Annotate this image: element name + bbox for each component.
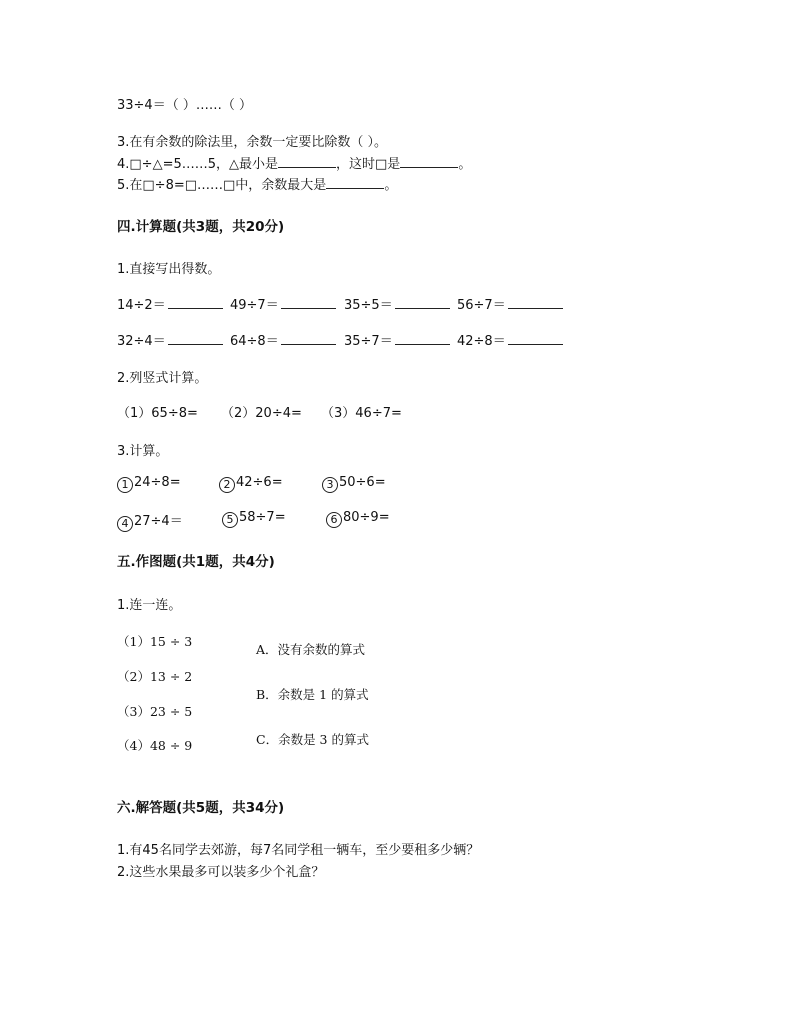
section-5-q1-title: 1.连一连。 — [117, 598, 182, 613]
vertical-calc-item: （3）46÷7= — [321, 406, 402, 421]
circled-number: 3 — [322, 477, 338, 493]
calc-item — [117, 475, 181, 493]
answer-blank[interactable] — [326, 176, 384, 189]
answer-blank[interactable] — [395, 296, 450, 309]
calc-item — [117, 294, 223, 313]
calc-item — [457, 294, 563, 313]
question-4-text-b: ，这时□是 — [336, 157, 401, 172]
calc-expr: 50÷6= — [339, 475, 386, 490]
calc-expr: 42÷6= — [236, 475, 283, 490]
calc-expr: 49÷7＝ — [230, 298, 279, 313]
answer-blank[interactable] — [168, 296, 223, 309]
question-4-text-c: 。 — [458, 157, 472, 172]
match-right-item[interactable]: C．余数是 3 的算式 — [256, 732, 369, 747]
answer-blank[interactable] — [278, 155, 336, 168]
vertical-calc-item: （1）65÷8= — [117, 406, 198, 421]
section-6-title: 六.解答题(共5题，共34分) — [117, 800, 285, 816]
answer-blank[interactable] — [508, 332, 563, 345]
calc-item — [344, 294, 450, 313]
answer-blank[interactable] — [281, 296, 336, 309]
answer-blank[interactable] — [508, 296, 563, 309]
match-right-item[interactable]: A．没有余数的算式 — [256, 642, 366, 657]
calc-item — [344, 330, 450, 349]
calc-expr: 24÷8= — [134, 475, 181, 490]
section-4-q2-title: 2.列竖式计算。 — [117, 371, 208, 386]
calc-item — [117, 510, 183, 532]
calc-item — [322, 475, 386, 493]
match-right-item[interactable]: B．余数是 1 的算式 — [256, 687, 369, 702]
match-left-item[interactable]: （4）48 ÷ 9 — [117, 738, 193, 753]
calc-item — [117, 330, 223, 349]
circled-number: 4 — [117, 516, 133, 532]
circled-number: 1 — [117, 477, 133, 493]
circled-number: 5 — [222, 512, 238, 528]
section-6-q2: 2.这些水果最多可以装多少个礼盒？ — [117, 865, 325, 880]
section-6-q1: 1.有45名同学去郊游，每7名同学租一辆车，至少要租多少辆？ — [117, 843, 480, 858]
match-left-item[interactable]: （1）15 ÷ 3 — [117, 634, 193, 649]
section-5-title: 五.作图题(共1题，共4分) — [117, 554, 275, 570]
calc-item — [219, 475, 283, 493]
calc-item — [230, 294, 336, 313]
circled-number: 2 — [219, 477, 235, 493]
question-3: 3.在有余数的除法里，余数一定要比除数（ ）。 — [117, 135, 388, 150]
match-left-item[interactable]: （3）23 ÷ 5 — [117, 704, 193, 719]
answer-blank[interactable] — [395, 332, 450, 345]
question-5-text-b: 。 — [384, 178, 398, 193]
section-4-q1-title: 1.直接写出得数。 — [117, 262, 221, 277]
calc-expr: 64÷8＝ — [230, 334, 279, 349]
answer-blank[interactable] — [168, 332, 223, 345]
calc-item — [326, 510, 390, 528]
calc-item — [230, 330, 336, 349]
match-left-item[interactable]: （2）13 ÷ 2 — [117, 669, 193, 684]
circled-number: 6 — [326, 512, 342, 528]
question-4 — [117, 153, 471, 172]
question-5 — [117, 174, 397, 193]
calc-expr: 32÷4＝ — [117, 334, 166, 349]
section-4-title: 四.计算题(共3题，共20分) — [117, 219, 285, 235]
calc-expr: 42÷8＝ — [457, 334, 506, 349]
answer-blank[interactable] — [400, 155, 458, 168]
section-4-q3-title: 3.计算。 — [117, 444, 169, 459]
calc-expr: 14÷2＝ — [117, 298, 166, 313]
answer-blank[interactable] — [281, 332, 336, 345]
calc-expr: 58÷7= — [239, 510, 286, 525]
question-33-div-4: 33÷4＝（ ）……（ ） — [117, 98, 252, 113]
question-5-text-a: 5.在□÷8=□……□中，余数最大是 — [117, 178, 327, 193]
question-4-text-a: 4.□÷△=5……5，△最小是 — [117, 157, 279, 172]
calc-expr: 80÷9= — [343, 510, 390, 525]
vertical-calc-item: （2）20÷4= — [221, 406, 302, 421]
calc-item — [222, 510, 286, 528]
calc-expr: 35÷5＝ — [344, 298, 393, 313]
calc-expr: 27÷4＝ — [134, 514, 183, 529]
calc-expr: 35÷7＝ — [344, 334, 393, 349]
calc-expr: 56÷7＝ — [457, 298, 506, 313]
calc-item — [457, 330, 563, 349]
